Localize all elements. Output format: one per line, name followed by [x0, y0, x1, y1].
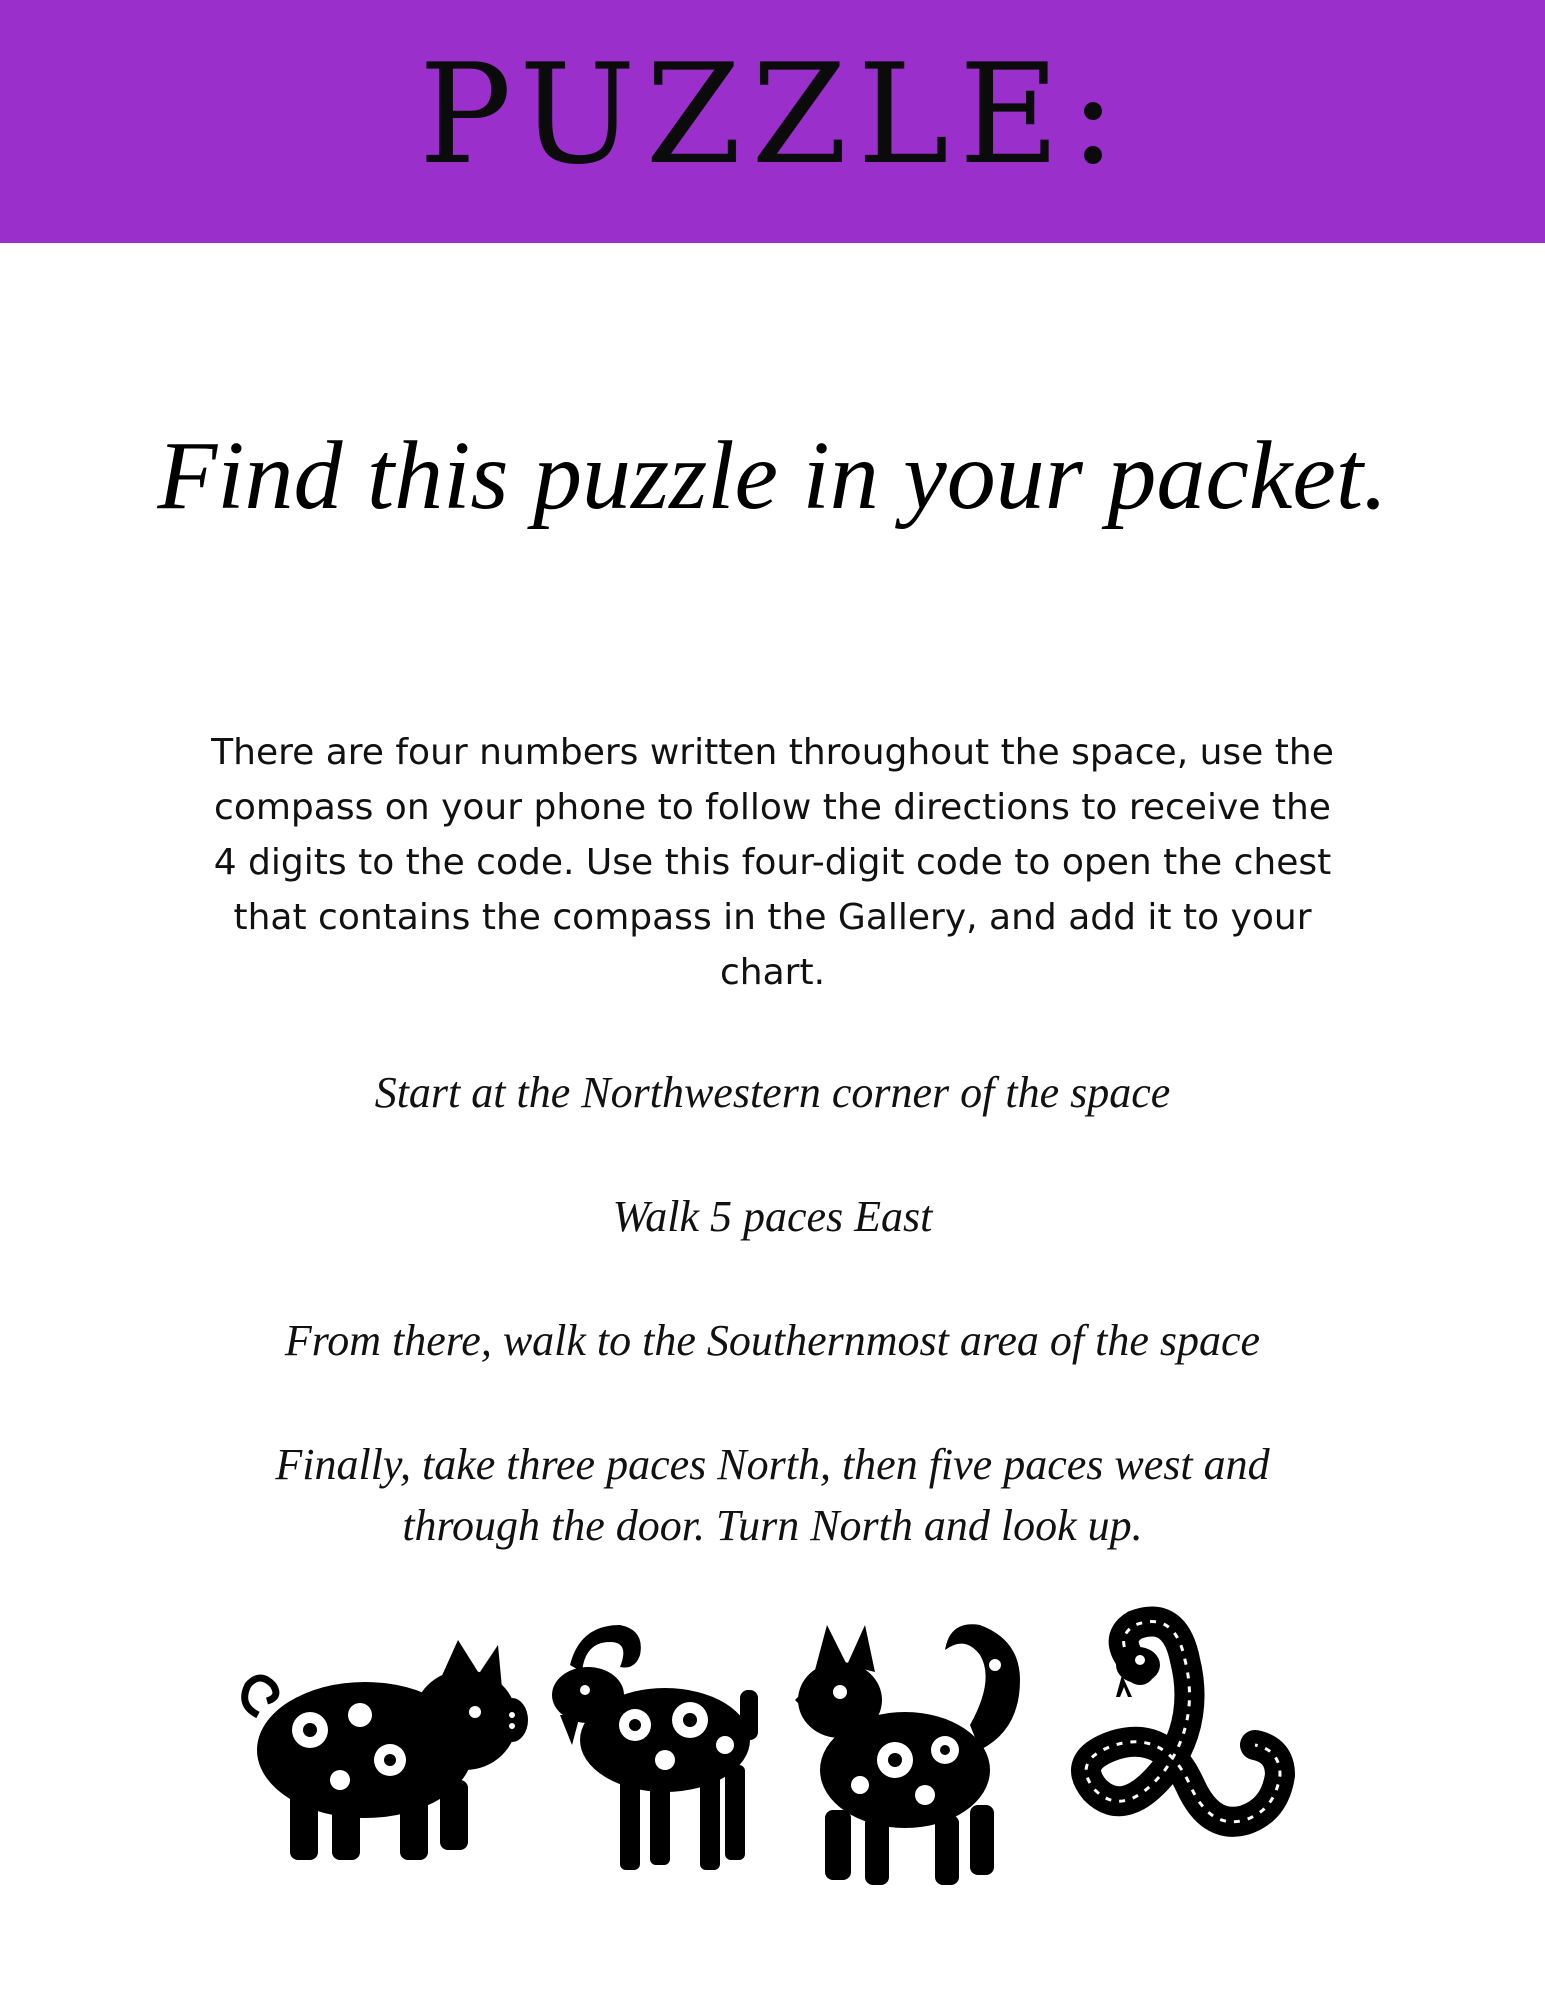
direction-step: Walk 5 paces East [612, 1192, 933, 1241]
snake-icon [1060, 1620, 1310, 1870]
direction-step: Finally, take three paces North, then five paces west and through the door. Turn North and look up. [275, 1440, 1270, 1550]
instructions-paragraph: There are four numbers written throughout the space, use the compass on your phone to follow the directions to receive the 4 digits to the code. Use this four-digit code to open the chest that contains the compass in the Gallery, and add it to your chart. [211, 732, 1334, 993]
dog-icon [785, 1620, 1055, 1890]
directions-list [150, 1062, 1395, 1556]
direction-step: From there, walk to the Southernmost area of the space [284, 1316, 1261, 1365]
subtitle: Find this puzzle in your packet. [157, 422, 1388, 530]
zodiac-illustrations [240, 1620, 1320, 1900]
page-title: PUZZLE: [418, 33, 1127, 195]
header-banner [0, 0, 1545, 243]
pig-icon [240, 1620, 530, 1870]
goat-icon [540, 1620, 770, 1880]
direction-step: Start at the Northwestern corner of the space [374, 1068, 1171, 1117]
